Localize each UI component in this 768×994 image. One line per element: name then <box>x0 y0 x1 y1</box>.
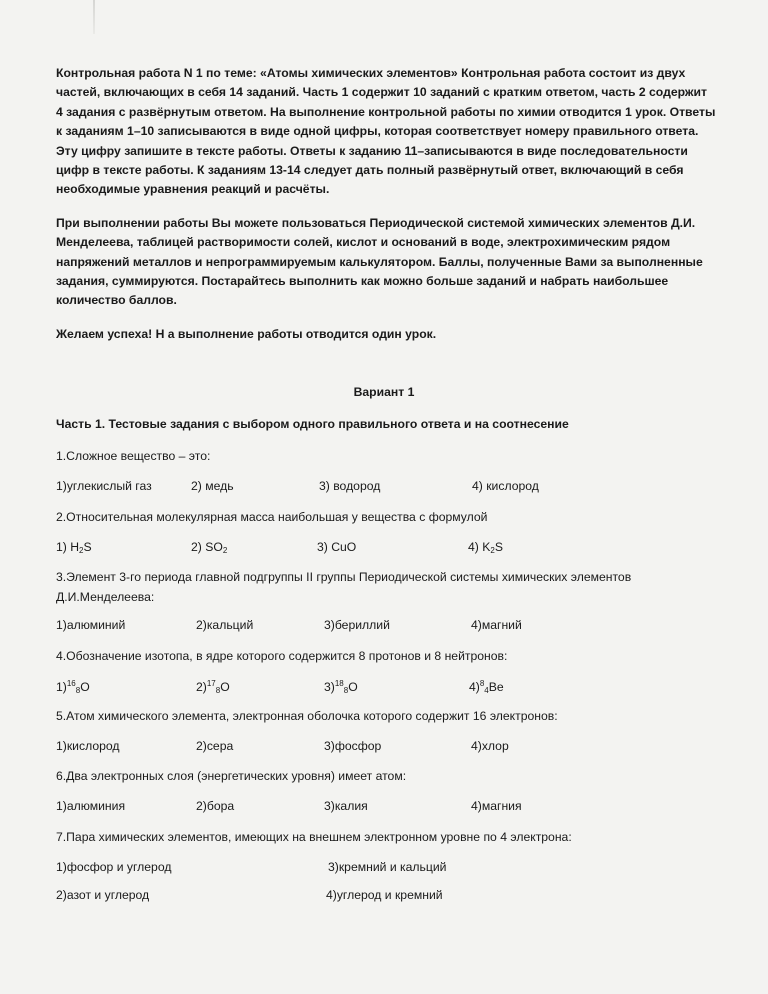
option: 3)бериллий <box>324 618 390 632</box>
option: 3)$^{18}_8$O <box>324 679 358 695</box>
option: 2) $SO_2$ <box>191 540 228 555</box>
option: 2)$^{17}_8$O <box>196 679 230 695</box>
question-3-options <box>56 618 716 636</box>
scan-artifact <box>93 0 95 34</box>
option: 3) CuO <box>317 540 357 554</box>
question-3: 3.Элемент 3-го периода главной подгруппы II группы Периодической системы химических элементов Д.И.Менделеева: <box>56 570 632 604</box>
option: 1)фосфор и углерод <box>56 860 172 874</box>
option: 1)алюминия <box>56 799 126 813</box>
option: 3)кремний и кальций <box>328 860 447 874</box>
option: 4)$^8_4$Be <box>469 679 504 695</box>
option: 4)магний <box>471 618 522 632</box>
variant-title: Вариант 1 <box>353 385 415 399</box>
option: 1)алюминий <box>56 618 126 632</box>
option: 3)калия <box>324 799 368 813</box>
question-4-options <box>56 679 716 697</box>
option: 4) $K_2S$ <box>468 540 503 555</box>
question-5: 5.Атом химического элемента, электронная оболочка которого содержит 16 электронов: <box>56 709 558 723</box>
instructions <box>56 64 716 358</box>
instructions-paragraph-3: Желаем успеха! Н а выполнение работы отводится один урок. <box>56 326 437 341</box>
question-7: 7.Пара химических элементов, имеющих на внешнем электронном уровне по 4 электрона: <box>56 830 572 844</box>
question-2-options <box>56 540 716 558</box>
option: 2) медь <box>191 479 234 493</box>
option: 1)углекислый газ <box>56 479 152 493</box>
option: 3) водород <box>319 479 381 493</box>
question-5-options <box>56 739 716 757</box>
option: 4) кислород <box>472 479 539 493</box>
question-4: 4.Обозначение изотопа, в ядре которого содержится 8 протонов и 8 нейтронов: <box>56 649 508 663</box>
question-7-options-row-1 <box>56 860 716 878</box>
question-1: 1.Сложное вещество – это: <box>56 449 211 463</box>
option: 1) $H_2S$ <box>56 540 92 555</box>
option: 4)магния <box>471 799 522 813</box>
option: 3)фосфор <box>324 739 382 753</box>
instructions-paragraph-1: Контрольная работа N 1 по теме: «Атомы химических элементов» Контрольная работа состоит из двух частей, включающих в себя 14 заданий. Часть 1 содержит 10 заданий с кратким ответом, часть 2 содержит 4 задания с развёрнутым ответом. На выполнение контрольной работы по химии отводится 1 урок. Ответы к заданиям 1–10 записываются в виде одной цифры, которая соответствует номеру правильного ответа. Эту цифру запишите в тексте работы. Ответы к заданию 11–записываются в виде последовательности цифр в тексте работы. К заданиям 13-14 следует дать полный развёрнутый ответ, включающий в себя необходимые уравнения реакций и расчёты. <box>56 66 716 197</box>
option: 4)хлор <box>471 739 509 753</box>
option: 2)сера <box>196 739 234 753</box>
question-2: 2.Относительная молекулярная масса наибольшая у вещества с формулой <box>56 510 488 524</box>
option: 2)бора <box>196 799 235 813</box>
question-6-options <box>56 799 716 817</box>
question-1-options <box>56 479 716 497</box>
question-6: 6.Два электронных слоя (энергетических уровня) имеет атом: <box>56 769 407 783</box>
option: 2)азот и углерод <box>56 888 150 902</box>
option: 2)кальций <box>196 618 254 632</box>
question-7-options-row-2 <box>56 888 716 906</box>
part1-title: Часть 1. Тестовые задания с выбором одного правильного ответа и на соотнесение <box>56 417 569 431</box>
option: 1)$^{16}_8$O <box>56 679 90 695</box>
instructions-paragraph-2: При выполнении работы Вы можете пользоваться Периодической системой химических элементов Д.И. Менделеева, таблицей растворимости солей, кислот и оснований в воде, электрохимическим рядом напряжений металлов и непрограммируемым калькулятором. Баллы, полученные Вами за выполненные задания, суммируются. Постарайтесь выполнить как можно больше заданий и набрать наибольшее количество баллов. <box>56 215 703 308</box>
option: 1)кислород <box>56 739 120 753</box>
option: 4)углерод и кремний <box>326 888 443 902</box>
